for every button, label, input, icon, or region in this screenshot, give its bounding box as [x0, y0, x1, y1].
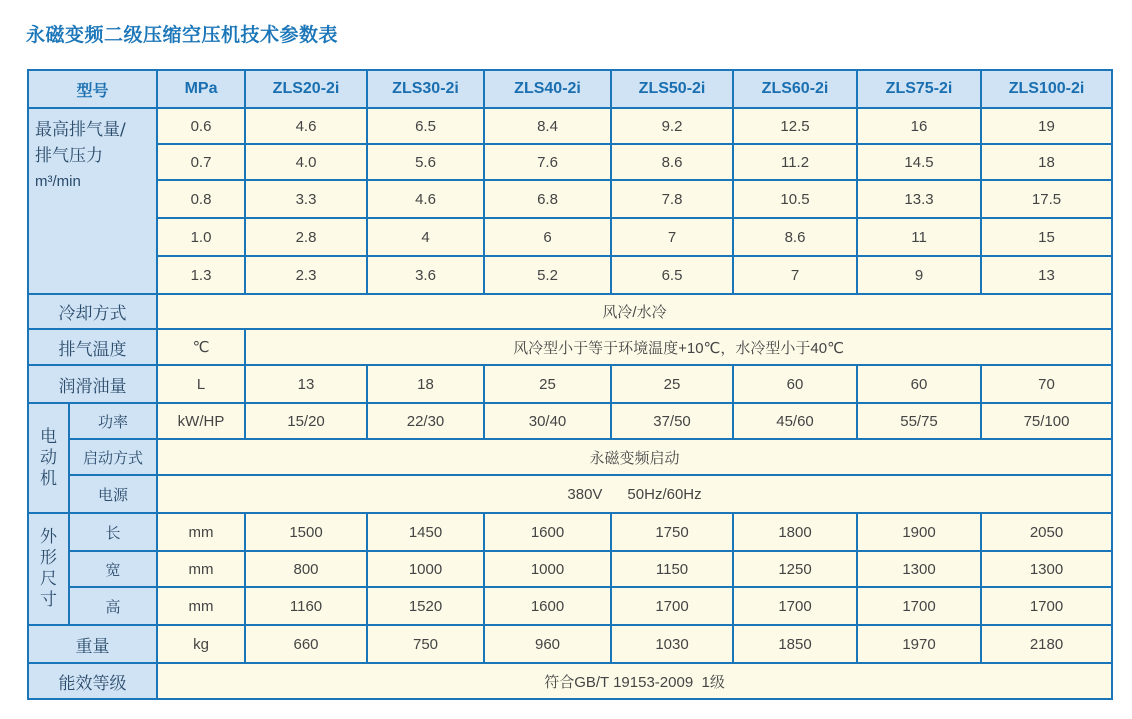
cooling-value: 风冷/水冷	[157, 294, 1112, 329]
oil-row	[28, 365, 1112, 403]
pressure-cell: 1.3	[157, 256, 245, 294]
exhaust-temp-unit: ℃	[157, 329, 245, 365]
length-cell: 1500	[245, 513, 367, 551]
length-cell: 1900	[857, 513, 981, 551]
power-cell: 75/100	[981, 403, 1112, 439]
length-cell: 1450	[367, 513, 484, 551]
flow-cell: 6.8	[484, 180, 611, 218]
flow-cell: 18	[981, 144, 1112, 180]
width-unit: mm	[157, 551, 245, 587]
flow-row	[28, 180, 1112, 218]
flow-cell: 7	[733, 256, 857, 294]
dimension-row	[28, 551, 1112, 587]
flow-cell: 4	[367, 218, 484, 256]
flow-label	[28, 108, 157, 294]
motor-start-row	[28, 439, 1112, 475]
model-header: 型号	[28, 70, 157, 108]
flow-label-line2: 排气压力	[35, 146, 103, 166]
length-unit: mm	[157, 513, 245, 551]
oil-cell: 25	[611, 365, 733, 403]
model-column-header: ZLS50-2i	[611, 70, 733, 108]
height-cell: 1700	[857, 587, 981, 625]
dimension-label-char: 外	[40, 527, 57, 547]
exhaust-temp-row	[28, 329, 1112, 365]
model-column-header: ZLS75-2i	[857, 70, 981, 108]
cooling-row	[28, 294, 1112, 329]
flow-cell: 4.6	[367, 180, 484, 218]
height-cell: 1520	[367, 587, 484, 625]
oil-cell: 60	[733, 365, 857, 403]
exhaust-temp-label: 排气温度	[28, 329, 157, 365]
flow-cell: 6.5	[367, 108, 484, 144]
pressure-cell: 1.0	[157, 218, 245, 256]
pressure-cell: 0.8	[157, 180, 245, 218]
flow-cell: 8.4	[484, 108, 611, 144]
flow-cell: 7.8	[611, 180, 733, 218]
width-label: 宽	[69, 551, 157, 587]
power-cell: 37/50	[611, 403, 733, 439]
start-value: 永磁变频启动	[157, 439, 1112, 475]
flow-cell: 5.6	[367, 144, 484, 180]
supply-label: 电源	[69, 475, 157, 513]
width-cell: 1300	[857, 551, 981, 587]
pressure-cell: 0.7	[157, 144, 245, 180]
oil-unit: L	[157, 365, 245, 403]
motor-group-label	[28, 403, 69, 513]
weight-cell: 750	[367, 625, 484, 663]
height-cell: 1700	[733, 587, 857, 625]
weight-cell: 960	[484, 625, 611, 663]
dimension-group-label	[28, 513, 69, 625]
flow-cell: 4.6	[245, 108, 367, 144]
flow-cell: 13.3	[857, 180, 981, 218]
height-cell: 1700	[611, 587, 733, 625]
flow-cell: 17.5	[981, 180, 1112, 218]
header-row	[28, 70, 1112, 108]
oil-cell: 13	[245, 365, 367, 403]
flow-row	[28, 108, 1112, 144]
dimension-label-char: 形	[40, 548, 57, 568]
flow-row	[28, 144, 1112, 180]
weight-row	[28, 625, 1112, 663]
width-cell: 800	[245, 551, 367, 587]
length-cell: 1600	[484, 513, 611, 551]
efficiency-label: 能效等级	[28, 663, 157, 699]
flow-cell: 16	[857, 108, 981, 144]
flow-cell: 6.5	[611, 256, 733, 294]
dimension-label-char: 尺	[40, 569, 57, 589]
flow-cell: 3.3	[245, 180, 367, 218]
weight-cell: 1030	[611, 625, 733, 663]
flow-cell: 8.6	[611, 144, 733, 180]
flow-label-line1: 最高排气量/	[35, 120, 126, 140]
oil-cell: 70	[981, 365, 1112, 403]
flow-cell: 19	[981, 108, 1112, 144]
power-cell: 55/75	[857, 403, 981, 439]
weight-cell: 1850	[733, 625, 857, 663]
height-cell: 1600	[484, 587, 611, 625]
weight-label: 重量	[28, 625, 157, 663]
flow-cell: 7.6	[484, 144, 611, 180]
start-label: 启动方式	[69, 439, 157, 475]
flow-label-unit: m³/min	[35, 173, 81, 190]
flow-cell: 7	[611, 218, 733, 256]
weight-cell: 1970	[857, 625, 981, 663]
flow-cell: 13	[981, 256, 1112, 294]
model-column-header: ZLS40-2i	[484, 70, 611, 108]
dimension-row	[28, 587, 1112, 625]
flow-cell: 11.2	[733, 144, 857, 180]
flow-cell: 2.8	[245, 218, 367, 256]
height-cell: 1160	[245, 587, 367, 625]
width-cell: 1000	[367, 551, 484, 587]
flow-row	[28, 218, 1112, 256]
height-cell: 1700	[981, 587, 1112, 625]
oil-label: 润滑油量	[28, 365, 157, 403]
power-cell: 45/60	[733, 403, 857, 439]
width-cell: 1250	[733, 551, 857, 587]
model-column-header: ZLS20-2i	[245, 70, 367, 108]
width-cell: 1000	[484, 551, 611, 587]
dimension-row	[28, 513, 1112, 551]
model-column-header: ZLS30-2i	[367, 70, 484, 108]
height-label: 高	[69, 587, 157, 625]
power-unit: kW/HP	[157, 403, 245, 439]
flow-cell: 15	[981, 218, 1112, 256]
motor-power-row	[28, 403, 1112, 439]
dimension-label-char: 寸	[40, 590, 57, 610]
oil-cell: 25	[484, 365, 611, 403]
flow-cell: 14.5	[857, 144, 981, 180]
power-cell: 30/40	[484, 403, 611, 439]
spec-table	[27, 69, 1113, 700]
length-cell: 1800	[733, 513, 857, 551]
length-label: 长	[69, 513, 157, 551]
flow-cell: 4.0	[245, 144, 367, 180]
oil-cell: 18	[367, 365, 484, 403]
weight-unit: kg	[157, 625, 245, 663]
length-cell: 1750	[611, 513, 733, 551]
height-unit: mm	[157, 587, 245, 625]
motor-label-char: 动	[40, 447, 57, 468]
oil-cell: 60	[857, 365, 981, 403]
power-cell: 15/20	[245, 403, 367, 439]
motor-supply-row	[28, 475, 1112, 513]
efficiency-row	[28, 663, 1112, 699]
model-column-header: ZLS100-2i	[981, 70, 1112, 108]
flow-cell: 5.2	[484, 256, 611, 294]
flow-cell: 8.6	[733, 218, 857, 256]
width-cell: 1300	[981, 551, 1112, 587]
length-cell: 2050	[981, 513, 1112, 551]
motor-label-char: 机	[40, 468, 57, 489]
efficiency-value: 符合GB/T 19153-2009 1级	[157, 663, 1112, 699]
motor-label-char: 电	[40, 426, 57, 447]
flow-cell: 3.6	[367, 256, 484, 294]
cooling-label: 冷却方式	[28, 294, 157, 329]
flow-cell: 2.3	[245, 256, 367, 294]
model-column-header: ZLS60-2i	[733, 70, 857, 108]
supply-value: 380V 50Hz/60Hz	[157, 475, 1112, 513]
unit-header: MPa	[157, 70, 245, 108]
weight-cell: 2180	[981, 625, 1112, 663]
power-cell: 22/30	[367, 403, 484, 439]
width-cell: 1150	[611, 551, 733, 587]
exhaust-temp-value: 风冷型小于等于环境温度+10℃，水冷型小于40℃	[245, 329, 1112, 365]
flow-row	[28, 256, 1112, 294]
pressure-cell: 0.6	[157, 108, 245, 144]
page-title: 永磁变频二级压缩空压机技术参数表	[26, 24, 339, 46]
weight-cell: 660	[245, 625, 367, 663]
flow-cell: 11	[857, 218, 981, 256]
power-label: 功率	[69, 403, 157, 439]
flow-cell: 12.5	[733, 108, 857, 144]
flow-cell: 6	[484, 218, 611, 256]
flow-cell: 10.5	[733, 180, 857, 218]
flow-cell: 9	[857, 256, 981, 294]
flow-cell: 9.2	[611, 108, 733, 144]
